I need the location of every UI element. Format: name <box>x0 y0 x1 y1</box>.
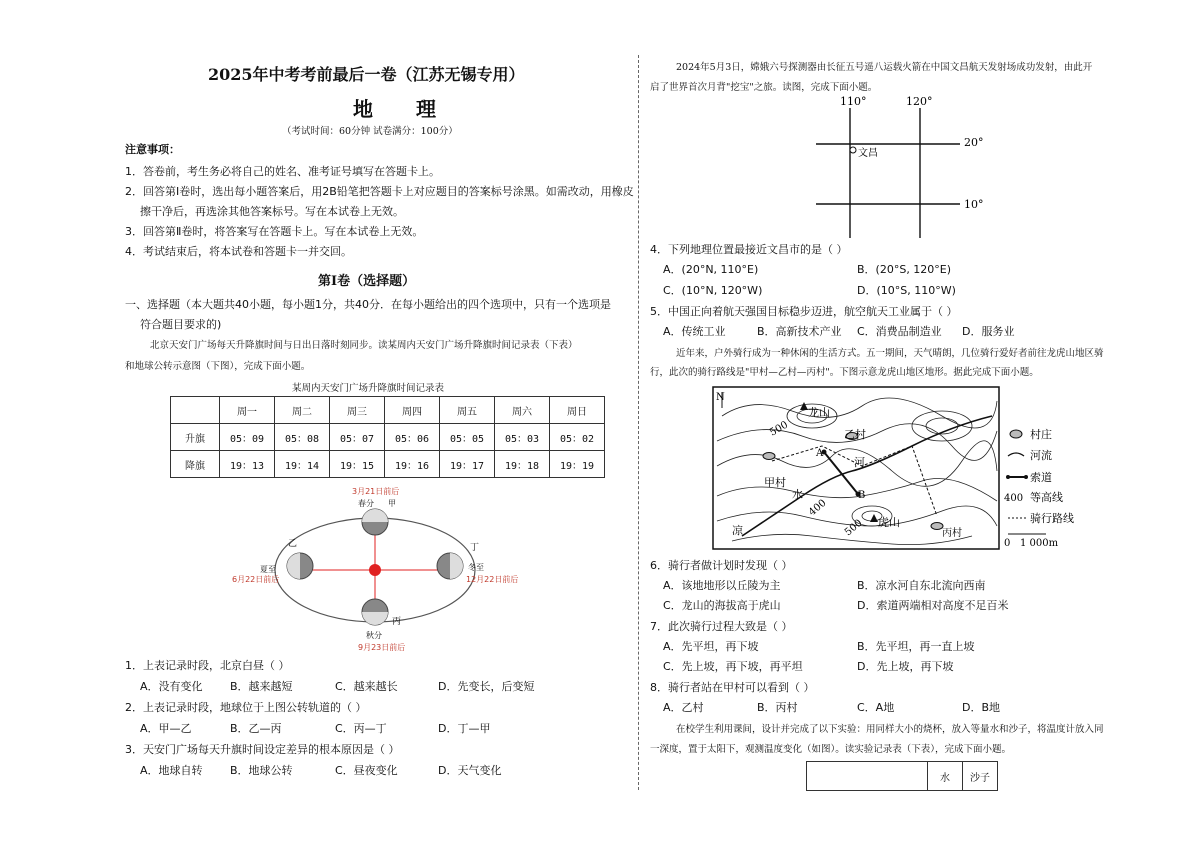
orbit-label: 夏至 <box>260 565 276 574</box>
answer-option[interactable]: A．(20°N, 110°E) <box>663 263 759 276</box>
section-title: 第Ⅰ卷（选择题） <box>318 274 416 289</box>
answer-option[interactable]: A．该地地形以丘陵为主 <box>663 579 781 592</box>
answer-option[interactable]: B．先平坦，再一直上坡 <box>857 640 975 653</box>
answer-option[interactable]: A．先平坦，再下坡 <box>663 640 759 653</box>
passage-text: 2024年5月3日，嫦娥六号探测器由长征五号遥八运载火箭在中国文昌航天发射场成功发射，由此开 <box>676 62 1093 73</box>
subject-title: 地 理 <box>353 97 454 121</box>
earth-orbit-diagram <box>230 484 540 654</box>
question-stem: 3．天安门广场每天升旗时间设定差异的根本原因是（ ） <box>125 743 400 756</box>
question-stem: 6．骑行者做计划时发现（ ） <box>650 559 793 572</box>
answer-option[interactable]: C．丙—丁 <box>335 722 387 735</box>
svg-text:村庄: 村庄 <box>1030 428 1052 441</box>
answer-option[interactable]: B．越来越短 <box>230 680 293 693</box>
passage-text: 启了世界首次月背"挖宝"之旅。读图，完成下面小题。 <box>650 82 878 93</box>
table-row: 水 沙子 <box>807 762 998 791</box>
answer-option[interactable]: B．(20°S, 120°E) <box>857 263 952 276</box>
table-caption: 某周内天安门广场升降旗时间记录表 <box>292 383 445 394</box>
notice-item: 4．考试结束后，将本试卷和答题卡一并交回。 <box>125 245 352 258</box>
experiment-table <box>806 761 998 791</box>
orbit-label: 3月21日前后 <box>352 487 400 496</box>
question-stem: 8．骑行者站在甲村可以看到（ ） <box>650 681 815 694</box>
answer-option[interactable]: D．天气变化 <box>438 764 502 777</box>
orbit-label: 甲 <box>388 499 396 508</box>
legend-river-icon <box>1008 453 1024 456</box>
exam-info: （考试时间：60分钟 试卷满分：100分） <box>282 126 458 137</box>
svg-text:1 000m: 1 000m <box>1020 538 1059 549</box>
orbit-label: 9月23日前后 <box>358 643 406 652</box>
svg-text:丙村: 丙村 <box>942 528 962 539</box>
earth-icon <box>437 553 463 579</box>
answer-option[interactable]: C．消费品制造业 <box>857 325 942 338</box>
svg-text:A: A <box>816 448 824 459</box>
answer-option[interactable]: B．乙—丙 <box>230 722 282 735</box>
section-instruction: 一、选择题（本大题共40小题，每小题1分，共40分．在每小题给出的四个选项中，只有一个选项是 <box>125 298 611 311</box>
answer-option[interactable]: D．先上坡，再下坡 <box>857 660 954 673</box>
svg-text:20°: 20° <box>964 136 984 149</box>
table-row: 周一 周二 周三 周四 周五 周六 周日 <box>171 397 605 424</box>
answer-option[interactable]: D．先变长，后变短 <box>438 680 535 693</box>
svg-text:骑行路线: 骑行路线 <box>1030 512 1074 525</box>
svg-text:500: 500 <box>768 419 791 439</box>
answer-option[interactable]: D．(10°S, 110°W) <box>857 284 956 297</box>
notice-item: 1．答卷前，考生务必将自己的姓名、准考证号填写在答题卡上。 <box>125 165 440 178</box>
orbit-label: 12月22日前后 <box>466 575 519 584</box>
earth-icon <box>362 509 388 535</box>
table-row: 升旗 05：09 05：08 05：07 05：06 05：05 05：03 05：02 <box>171 424 605 451</box>
answer-option[interactable]: A．传统工业 <box>663 325 726 338</box>
orbit-label: 丁 <box>470 543 480 553</box>
table-row: 降旗 19：13 19：14 19：15 19：16 19：17 19：18 19：19 <box>171 451 605 478</box>
orbit-label: 春分 <box>358 499 374 508</box>
answer-option[interactable]: C．A地 <box>857 701 895 714</box>
svg-text:500: 500 <box>842 517 865 539</box>
orbit-label: 6月22日前后 <box>232 575 280 584</box>
svg-text:110°: 110° <box>840 95 867 108</box>
legend-village-icon <box>1010 430 1022 438</box>
answer-option[interactable]: C．龙山的海拔高于虎山 <box>663 599 781 612</box>
answer-option[interactable]: B．丙村 <box>757 701 798 714</box>
answer-option[interactable]: D．丁—甲 <box>438 722 491 735</box>
notice-item: 3．回答第Ⅱ卷时，将答案写在答题卡上。写在本试卷上无效。 <box>125 225 424 238</box>
earth-icon <box>362 599 388 625</box>
svg-text:龙山: 龙山 <box>808 406 830 419</box>
passage-text: 行，此次的骑行路线是"甲村—乙村—丙村"。下图示意龙虎山地区地形。据此完成下面小题。 <box>650 367 1039 378</box>
svg-text:索道: 索道 <box>1030 471 1052 484</box>
orbit-label: 丙 <box>392 617 402 627</box>
answer-option[interactable]: A．甲—乙 <box>140 722 192 735</box>
exam-title: 2025年中考考前最后一卷（江苏无锡专用） <box>208 65 525 84</box>
column-divider <box>638 55 639 790</box>
answer-option[interactable]: C．(10°N, 120°W) <box>663 284 763 297</box>
question-stem: 7．此次骑行过程大致是（ ） <box>650 620 793 633</box>
notice-item: 擦干净后，再选涂其他答案标号。写在本试卷上无效。 <box>140 205 404 218</box>
answer-option[interactable]: C．先上坡，再下坡，再平坦 <box>663 660 803 673</box>
question-stem: 2．上表记录时段，地球位于上图公转轨道的（ ） <box>125 701 367 714</box>
city-marker-icon <box>850 147 856 153</box>
notice-heading: 注意事项： <box>125 143 180 156</box>
svg-text:河流: 河流 <box>1030 449 1052 462</box>
svg-text:水: 水 <box>792 488 803 501</box>
svg-text:B: B <box>858 490 866 501</box>
answer-option[interactable]: D．索道两端相对高度不足百米 <box>857 599 1009 612</box>
orbit-label: 乙 <box>288 539 298 549</box>
lat-lon-grid <box>810 94 1000 240</box>
svg-text:虎山: 虎山 <box>878 516 900 529</box>
svg-text:0: 0 <box>1004 538 1011 549</box>
answer-option[interactable]: B．高新技术产业 <box>757 325 842 338</box>
answer-option[interactable]: B．地球公转 <box>230 764 293 777</box>
svg-text:400: 400 <box>806 497 829 519</box>
svg-text:乙村: 乙村 <box>844 428 866 441</box>
flag-time-table <box>170 396 605 478</box>
svg-text:凉: 凉 <box>732 524 743 537</box>
orbit-label: 冬至 <box>468 563 484 572</box>
passage-text: 北京天安门广场每天升降旗时间与日出日落时刻同步。读某周内天安门广场升降旗时间记录表（下表） <box>150 340 578 351</box>
svg-text:等高线: 等高线 <box>1030 491 1063 504</box>
svg-text:N: N <box>716 392 725 403</box>
svg-text:文昌: 文昌 <box>858 148 878 159</box>
svg-text:120°: 120° <box>906 95 933 108</box>
answer-option[interactable]: B．凉水河自东北流向西南 <box>857 579 986 592</box>
question-stem: 5．中国正向着航天强国目标稳步迈进，航空航天工业属于（ ） <box>650 305 958 318</box>
section-instruction: 符合题目要求的) <box>140 318 222 331</box>
question-stem: 1．上表记录时段，北京白昼（ ） <box>125 659 290 672</box>
sun-icon <box>369 564 381 576</box>
svg-text:400: 400 <box>1004 493 1024 504</box>
answer-option[interactable]: A．地球自转 <box>140 764 203 777</box>
notice-item: 2．回答第Ⅰ卷时，选出每小题答案后，用2B铅笔把答题卡上对应题目的答案标号涂黑。如需改动，用橡皮 <box>125 185 634 198</box>
question-stem: 4．下列地理位置最接近文昌市的是（ ） <box>650 243 848 256</box>
svg-text:甲村: 甲村 <box>764 476 786 489</box>
passage-text: 近年来，户外骑行成为一种休闲的生活方式。五一期间，天气晴朗，几位骑行爱好者前往龙虎山地区骑 <box>676 348 1104 359</box>
passage-text: 一深度，置于太阳下，观测温度变化（如图）。读实验记录表（下表），完成下面小题。 <box>650 744 1012 755</box>
earth-icon <box>287 553 313 579</box>
svg-text:河: 河 <box>854 456 865 469</box>
answer-option[interactable]: C．昼夜变化 <box>335 764 398 777</box>
passage-text: 和地球公转示意图（下图），完成下面小题。 <box>125 361 311 372</box>
answer-option[interactable]: D．B地 <box>962 701 1001 714</box>
orbit-label: 秋分 <box>366 631 382 640</box>
village-icon <box>763 453 775 460</box>
answer-option[interactable]: A．没有变化 <box>140 680 203 693</box>
topographic-map <box>712 386 1092 552</box>
svg-text:10°: 10° <box>964 198 984 211</box>
answer-option[interactable]: A．乙村 <box>663 701 704 714</box>
passage-text: 在校学生利用课间，设计并完成了以下实验：用同样大小的烧杯，放入等量水和沙子，将温度计放入同 <box>676 724 1104 735</box>
answer-option[interactable]: D．服务业 <box>962 325 1015 338</box>
answer-option[interactable]: C．越来越长 <box>335 680 398 693</box>
